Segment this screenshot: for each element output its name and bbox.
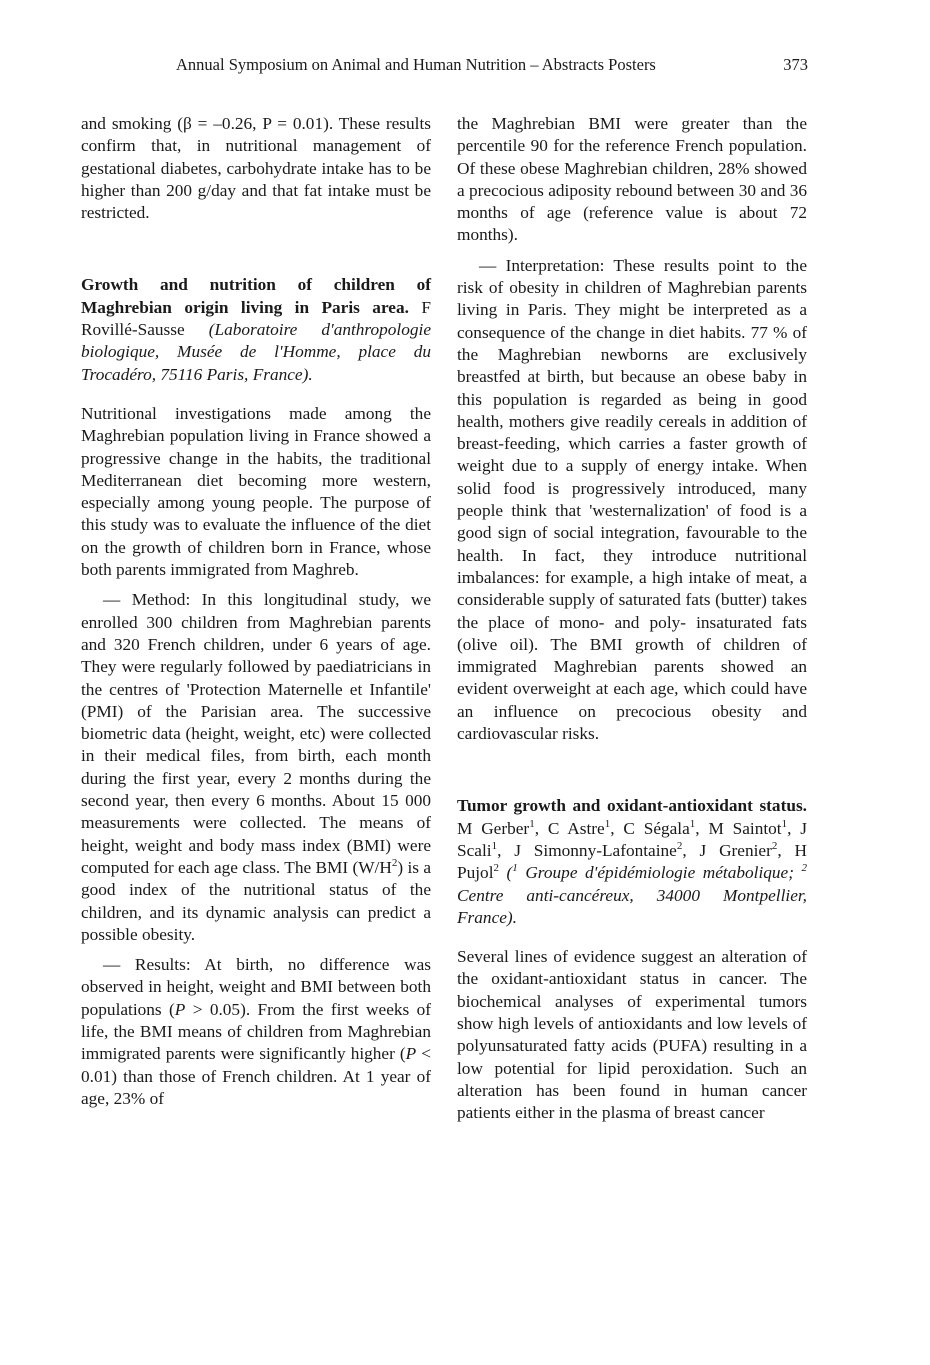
abstract-affiliation: (Laboratoire d'anthropologie biologique, Musée de l'Homme, place du Trocadéro, 75116 Paris, France). xyxy=(81,320,431,384)
author-grenier: , J Grenier xyxy=(682,840,772,860)
results-text-b: > 0.05). From the first weeks of life, the BMI means of children from Maghrebian immigrated parents were significantly higher ( xyxy=(81,999,431,1064)
author-sup: 1 xyxy=(604,817,611,830)
abstract-growth-nutrition xyxy=(81,274,431,1110)
author-gerber: M Gerber xyxy=(457,818,530,838)
affiliation-sup: 2 xyxy=(801,862,808,875)
author-sup: 2 xyxy=(771,840,778,853)
author-sup: 1 xyxy=(781,817,788,830)
author-sup: 1 xyxy=(491,840,498,853)
affiliation-2: Centre anti-cancéreux, 34000 Montpellier, France). xyxy=(457,885,807,927)
author-scali: , J Scali xyxy=(457,818,807,860)
author-saintot: , M Saintot xyxy=(695,818,782,838)
method-text-a: — Method: In this longitudinal study, we enrolled 300 children from Maghrebian parents and 320 French children, under 6 years of age. They were regularly followed by paediatricians in the centres of 'Protection Maternelle et Infantile' (PMI) of the Parisian area. The successive biometric data (height, weight, etc) were collected in their medical files, from birth, each month during the first year, every 2 months during the second year, then every 6 months. About 15 000 measurements were collected. The means of height, weight and body mass index (BMI) were computed for each age class. The BMI (W/H xyxy=(81,590,431,877)
abstract-tumor-growth xyxy=(457,795,807,1124)
affiliation-open: ( xyxy=(499,863,513,883)
method-text-b: ) is a good index of the nutritional status of the children, and its dynamic analysis can predict a possible obesity. xyxy=(81,857,431,944)
results-p-symbol-2: P xyxy=(405,1044,417,1064)
author-sup: 1 xyxy=(689,817,696,830)
affiliation-1: Groupe d'épidémiologie métabolique; xyxy=(517,863,802,883)
results-p-symbol-1: P xyxy=(174,999,186,1019)
affiliation-sup: 1 xyxy=(512,862,518,875)
running-header xyxy=(176,55,808,79)
abstract-heading xyxy=(457,795,807,929)
interpretation-paragraph: — Interpretation: These results point to the risk of obesity in children of Maghrebian parents living in Paris. They might be interpreted as a consequence of the change in diet habits. 77 % of the Maghrebian newborns are exclusively breastfed at birth, but because an obese baby in this population is regarded as being in good health, mothers give readily cereals in addition of breast-feeding, which carries a faster growth of weight due to a supply of energy intake. When solid food is progressively introduced, many people think that 'westernalization' of food is a good sign of social integration, favourable to the health. In fact, they introduce nutritional imbalances: for example, a high intake of meat, a considerable supply of saturated fats (butter) takes the place of mono- and poly- insaturated fats (olive oil). The BMI growth of children of immigrated Maghrebian parents showed an evident overweight at each age, which could have an influence on precocious obesity and cardiovascular risks. xyxy=(457,255,807,744)
intro-paragraph: Nutritional investigations made among the Maghrebian population living in France showed a progressive change in the habits, the traditional Mediterranean diet becoming more western, especially among young people. The purpose of this study was to evaluate the influence of the diet on the growth of children born in France, whose both parents immigrated from Maghreb. xyxy=(81,403,431,580)
abstract-title: Tumor growth and oxidant-antioxidant status. xyxy=(457,796,807,816)
author-sup: 2 xyxy=(676,840,683,853)
results-text-a: — Results: At birth, no difference was observed in height, weight and BMI between both populations ( xyxy=(81,955,431,1019)
right-column xyxy=(457,113,807,1124)
page-number: 373 xyxy=(783,55,808,74)
author-sup: 1 xyxy=(529,817,535,830)
abstract-authors: F Rovillé-Sausse xyxy=(81,297,431,340)
tumor-body-paragraph: Several lines of evidence suggest an alteration of the oxidant-antioxidant status in cancer. The biochemical analyses of experimental tumors show high levels of antioxidants and low levels of polyunsaturated fatty acids (PUFA) resulting in a low potential for lipid peroxidation. Such an alteration has been found in human cancer patients either in the plasma of breast cancer xyxy=(457,947,807,1123)
results-continuation: the Maghrebian BMI were greater than the percentile 90 for the reference French population. Of these obese Maghrebian children, 28% showed a precocious adiposity rebound between 30 and 36 months of age (reference value is about 72 months). xyxy=(457,114,807,245)
author-sup: 2 xyxy=(493,862,499,875)
author-simonny-lafontaine: , J Simonny-Lafontaine xyxy=(497,840,677,860)
abstract-title: Growth and nutrition of children of Maghrebian origin living in Paris area. xyxy=(81,275,431,317)
left-column xyxy=(81,113,431,1110)
journal-title: Annual Symposium on Animal and Human Nutrition – Abstracts Posters xyxy=(176,55,656,74)
author-astre: , C Astre xyxy=(534,818,605,838)
author-segala: , C Ségala xyxy=(610,818,690,838)
abstract-heading xyxy=(81,274,431,385)
results-text-c: < 0.01) than those of French children. At 1 year of age, 23% of xyxy=(81,1044,431,1108)
method-paragraph xyxy=(81,589,431,946)
results-paragraph xyxy=(81,954,431,1110)
method-superscript: 2 xyxy=(391,857,398,870)
continuation-paragraph: and smoking (β = –0.26, P = 0.01). These results confirm that, in nutritional management of gestational diabetes, carbohydrate intake has to be higher than 200 g/day and that fat intake must be restricted. xyxy=(81,114,431,223)
author-pujol: , H Pujol xyxy=(457,840,807,883)
